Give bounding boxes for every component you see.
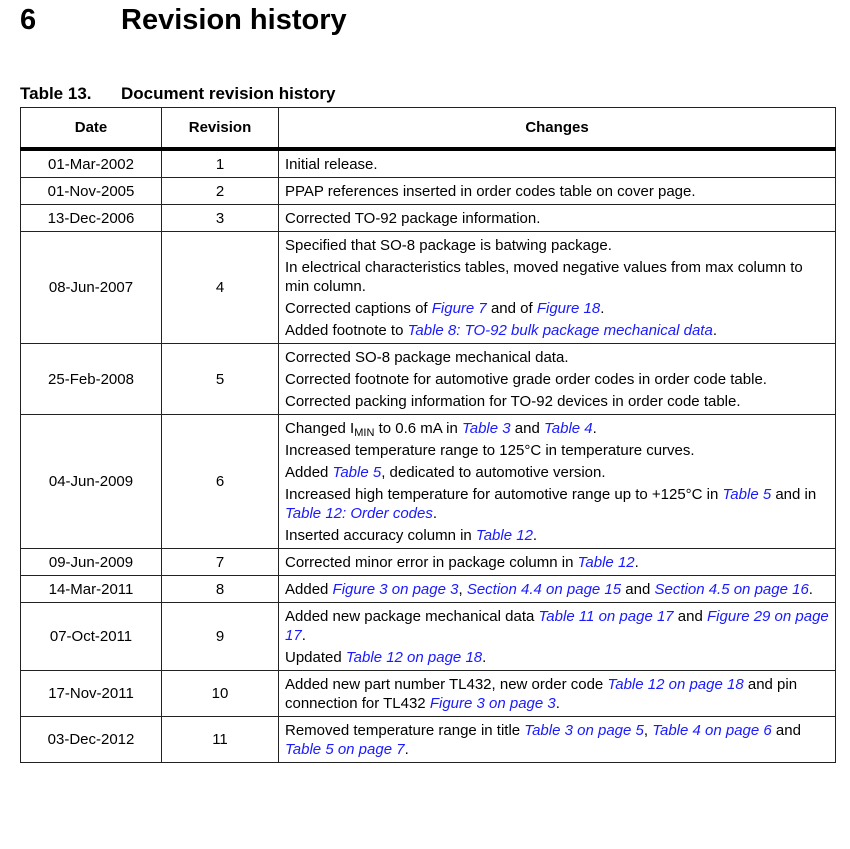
cross-reference-link[interactable]: Table 5 xyxy=(722,486,772,503)
change-text: Added new package mechanical data xyxy=(285,608,539,625)
cell-revision: 7 xyxy=(162,549,279,576)
header-changes: Changes xyxy=(279,108,836,150)
change-text: and xyxy=(673,608,708,625)
table-row xyxy=(21,344,836,415)
cross-reference-link[interactable]: Figure 29 on page 17 xyxy=(285,608,829,644)
change-text: PPAP references inserted in order codes table on cover page. xyxy=(285,183,696,200)
change-entry xyxy=(285,721,829,759)
change-text: . xyxy=(432,505,438,522)
cross-reference-link[interactable]: Table 12 xyxy=(475,527,533,544)
revision-history-table xyxy=(20,107,836,763)
change-entry xyxy=(285,607,829,645)
cross-reference-link[interactable]: Table 3 on page 5 xyxy=(524,722,644,739)
cell-date: 25-Feb-2008 xyxy=(21,344,162,415)
cell-date: 14-Mar-2011 xyxy=(21,576,162,603)
change-text: , xyxy=(643,722,653,739)
cross-reference-link[interactable]: Section 4.4 on page 15 xyxy=(466,581,622,598)
cross-reference-link[interactable]: Table 8: TO-92 bulk package mechanical data xyxy=(407,322,713,339)
cell-date: 01-Mar-2002 xyxy=(21,149,162,178)
change-text: Added xyxy=(285,464,333,481)
table-row xyxy=(21,415,836,549)
cell-changes xyxy=(279,717,836,763)
cell-revision: 2 xyxy=(162,178,279,205)
cell-revision: 6 xyxy=(162,415,279,549)
cell-changes xyxy=(279,344,836,415)
change-text: Corrected packing information for TO-92 devices in order code table. xyxy=(285,393,741,410)
cell-revision: 1 xyxy=(162,149,279,178)
change-text: Corrected SO-8 package mechanical data. xyxy=(285,349,569,366)
change-entry xyxy=(285,321,829,340)
change-text: Increased high temperature for automotive range up to +125°C in xyxy=(285,486,723,503)
change-text: Corrected minor error in package column in xyxy=(285,554,578,571)
cross-reference-link[interactable]: Table 4 xyxy=(543,420,593,437)
cell-changes xyxy=(279,232,836,344)
cell-revision: 11 xyxy=(162,717,279,763)
change-text: . xyxy=(808,581,813,598)
change-text: Changed I xyxy=(285,420,355,437)
change-text: to 0.6 mA in xyxy=(374,420,462,437)
change-entry xyxy=(285,258,829,296)
change-text: In electrical characteristics tables, moved negative values from max column to min column. xyxy=(285,259,803,295)
cell-changes xyxy=(279,205,836,232)
table-row xyxy=(21,205,836,232)
change-entry xyxy=(285,182,829,201)
cross-reference-link[interactable]: Figure 3 on page 3 xyxy=(332,581,459,598)
change-entry xyxy=(285,441,829,460)
cell-revision: 9 xyxy=(162,603,279,671)
change-entry xyxy=(285,463,829,482)
cell-date: 01-Nov-2005 xyxy=(21,178,162,205)
table-row xyxy=(21,671,836,717)
change-text: , dedicated to automotive version. xyxy=(381,464,606,481)
change-entry xyxy=(285,485,829,523)
cross-reference-link[interactable]: Table 12 xyxy=(577,554,635,571)
table-header-row xyxy=(21,108,836,150)
section-number: 6 xyxy=(20,4,37,36)
cross-reference-link[interactable]: Table 5 on page 7 xyxy=(285,741,405,758)
change-entry xyxy=(285,580,829,599)
change-text: . xyxy=(592,420,597,437)
cell-changes xyxy=(279,549,836,576)
change-text: Corrected TO-92 package information. xyxy=(285,210,541,227)
table-caption-title: Document revision history xyxy=(121,84,336,103)
change-text: . xyxy=(600,300,605,317)
cell-changes xyxy=(279,149,836,178)
change-text: Corrected captions of xyxy=(285,300,432,317)
change-text: Updated xyxy=(285,649,346,666)
change-entry xyxy=(285,392,829,411)
change-text: Specified that SO-8 package is batwing package. xyxy=(285,237,612,254)
change-text: . xyxy=(634,554,639,571)
change-entry xyxy=(285,526,829,545)
section-title: Revision history xyxy=(121,4,347,36)
cell-changes xyxy=(279,178,836,205)
cell-changes xyxy=(279,671,836,717)
change-entry xyxy=(285,236,829,255)
change-text: and xyxy=(621,581,655,598)
change-text: Added xyxy=(285,581,333,598)
change-text: . xyxy=(404,741,409,758)
table-row xyxy=(21,149,836,178)
cell-revision: 3 xyxy=(162,205,279,232)
cell-date: 04-Jun-2009 xyxy=(21,415,162,549)
cell-date: 03-Dec-2012 xyxy=(21,717,162,763)
table-row xyxy=(21,178,836,205)
cross-reference-link[interactable]: Figure 3 on page 3 xyxy=(429,695,556,712)
change-text: Corrected footnote for automotive grade order codes in order code table. xyxy=(285,371,767,388)
header-revision: Revision xyxy=(162,108,279,150)
table-caption xyxy=(20,84,335,104)
cell-date: 07-Oct-2011 xyxy=(21,603,162,671)
change-text: Added new part number TL432, new order code xyxy=(285,676,608,693)
subscript-text: MIN xyxy=(354,427,375,439)
cell-revision: 4 xyxy=(162,232,279,344)
change-entry xyxy=(285,370,829,389)
cross-reference-link[interactable]: Table 11 on page 17 xyxy=(538,608,674,625)
change-text: Increased temperature range to 125°C in temperature curves. xyxy=(285,442,695,459)
change-text: Added footnote to xyxy=(285,322,408,339)
cross-reference-link[interactable]: Section 4.5 on page 16 xyxy=(654,581,809,598)
cross-reference-link[interactable]: Figure 7 xyxy=(431,300,487,317)
cross-reference-link[interactable]: Table 12: Order codes xyxy=(285,505,433,522)
cell-changes xyxy=(279,415,836,549)
table-row xyxy=(21,549,836,576)
cross-reference-link[interactable]: Table 4 on page 6 xyxy=(652,722,772,739)
change-text: and in xyxy=(771,486,817,503)
change-text: and of xyxy=(486,300,537,317)
change-text: and xyxy=(771,722,801,739)
change-entry xyxy=(285,348,829,367)
table-row xyxy=(21,576,836,603)
change-entry xyxy=(285,648,829,667)
change-entry xyxy=(285,553,829,572)
cell-date: 08-Jun-2007 xyxy=(21,232,162,344)
cell-date: 09-Jun-2009 xyxy=(21,549,162,576)
cross-reference-link[interactable]: Table 3 xyxy=(461,420,511,437)
change-entry xyxy=(285,419,829,438)
change-text: . xyxy=(301,627,306,644)
cross-reference-link[interactable]: Table 12 on page 18 xyxy=(345,649,483,666)
change-entry xyxy=(285,209,829,228)
cell-revision: 5 xyxy=(162,344,279,415)
table-row xyxy=(21,603,836,671)
change-text: Initial release. xyxy=(285,156,378,173)
change-text: and xyxy=(510,420,544,437)
cell-changes xyxy=(279,576,836,603)
table-body xyxy=(21,149,836,763)
change-text: and pin connection for TL432 xyxy=(285,676,798,712)
change-text: . xyxy=(482,649,487,666)
change-text: . xyxy=(712,322,717,339)
change-entry xyxy=(285,675,829,713)
header-date: Date xyxy=(21,108,162,150)
cell-date: 13-Dec-2006 xyxy=(21,205,162,232)
table-caption-number: Table 13. xyxy=(20,84,92,103)
change-entry xyxy=(285,299,829,318)
cell-changes xyxy=(279,603,836,671)
table-row xyxy=(21,717,836,763)
cell-date: 17-Nov-2011 xyxy=(21,671,162,717)
change-text: Inserted accuracy column in xyxy=(285,527,476,544)
cell-revision: 10 xyxy=(162,671,279,717)
cross-reference-link[interactable]: Table 12 on page 18 xyxy=(607,676,744,693)
cross-reference-link[interactable]: Table 5 xyxy=(332,464,382,481)
change-text: Removed temperature range in title xyxy=(285,722,525,739)
table-row xyxy=(21,232,836,344)
change-text: , xyxy=(458,581,467,598)
change-entry xyxy=(285,155,829,174)
change-text: . xyxy=(555,695,560,712)
cross-reference-link[interactable]: Figure 18 xyxy=(536,300,601,317)
change-text: . xyxy=(532,527,538,544)
cell-revision: 8 xyxy=(162,576,279,603)
